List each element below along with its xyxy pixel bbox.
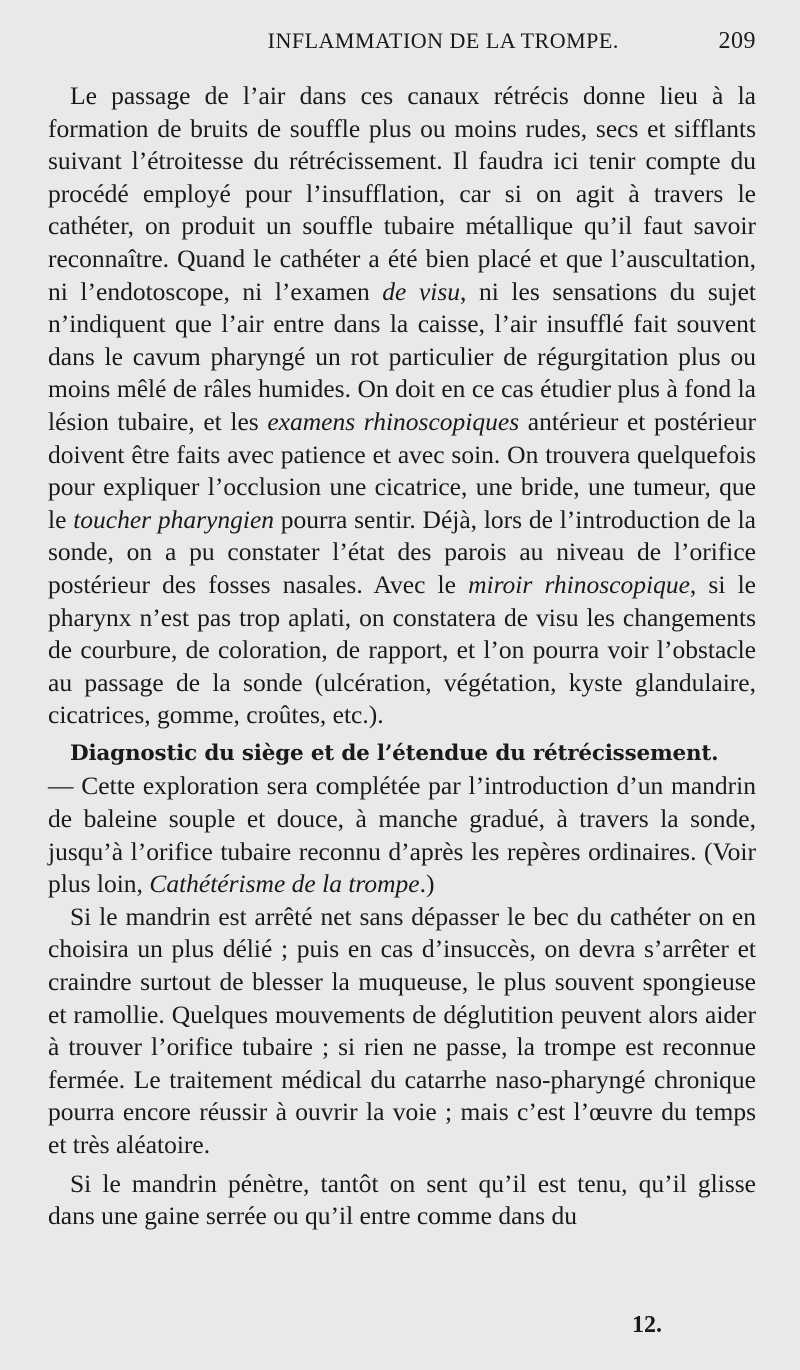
text-run: Le passage de l’air dans ces canaux rétrécis donne lieu à la formation de bruits de souffle plus ou moins rudes, secs et sifflants suivant l’étroitesse du rétrécissement. Il faudra ici tenir compte du procédé employé pour l’insufflation, car si on agit à travers le cathéter, on produit un souffle tubaire métallique qu’il faut savoir reconnaître. Quand le cathéter a été bien placé et que l’auscultation, ni l’endotoscope, ni l’examen (48, 81, 756, 306)
paragraph-2 (48, 770, 756, 900)
italic-run: toucher pharyngien (73, 504, 275, 534)
text-run: , ni les sensations du sujet n’indiquent que l’air entre dans la caisse, l’air insufflé fait souvent dans le cavum pharyngé un rot particulier de régurgitation plus ou moins mêlé de râles humides. On doit en ce cas étudier plus à fond la lésion tubaire, et les (48, 276, 756, 436)
text-run: antérieur et postérieur doivent être faits avec patience et avec soin. On trouvera quelquefois pour expliquer l’occlusion une cicatrice, une bride, une tumeur, que le (48, 406, 756, 534)
page-header (48, 28, 756, 80)
signature-mark: 12. (632, 1312, 662, 1338)
text-run: .) (419, 869, 435, 899)
paragraph-1 (48, 80, 756, 732)
text-run: — Cette exploration sera complétée par l’introduction d’un mandrin de baleine souple et douce, à manche gradué, à travers la sonde, jusqu’à l’orifice tubaire reconnu d’après les repères ordinaires. (Voir plus loin, (48, 771, 756, 899)
italic-run: Cathétérisme de la trompe (149, 869, 420, 899)
paragraph-4: Si le mandrin pénètre, tantôt on sent qu’il est tenu, qu’il glisse dans une gaine serrée ou qu’il entre comme dans du (48, 1168, 756, 1231)
italic-run: examens rhinoscopiques (267, 406, 520, 436)
page-number: 209 (718, 28, 756, 54)
text-run: , si le pharynx n’est pas trop aplati, on constatera de visu les changements de courbure, de coloration, de rapport, et l’on pourra voir l’obstacle au passage de la sonde (ulcération, végétation, kyste glandulaire, cicatrices, gomme, croûtes, etc.). (48, 569, 756, 730)
running-title: INFLAMMATION DE LA TROMPE. (267, 28, 619, 53)
paragraph-3: Si le mandrin est arrêté net sans dépasser le bec du cathéter on en choisira un plus délié ; puis en cas d’insuccès, on devra s’arrêter et craindre surtout de blesser la muqueuse, le plus souvent spongieuse et ramollie. Quelques mouvements de déglutition peuvent alors aider à trouver l’orifice tubaire ; si rien ne passe, la trompe est reconnue fermée. Le traitement médical du catarrhe naso-pharyngé chronique pourra encore réussir à ouvrir la voie ; mais c’est l’œuvre du temps et très aléatoire. (48, 901, 756, 1159)
body-text (48, 80, 756, 1233)
italic-run: de visu (382, 276, 461, 306)
italic-run: miroir rhinoscopique (468, 569, 690, 599)
text-run: pourra sentir. Déjà, lors de l’introduction de la sonde, on a pu constater l’état des parois au niveau de l’orifice postérieur des fosses nasales. Avec le (48, 504, 756, 599)
section-heading: Diagnostic du siège et de l’étendue du rétrécissement. (70, 740, 719, 766)
